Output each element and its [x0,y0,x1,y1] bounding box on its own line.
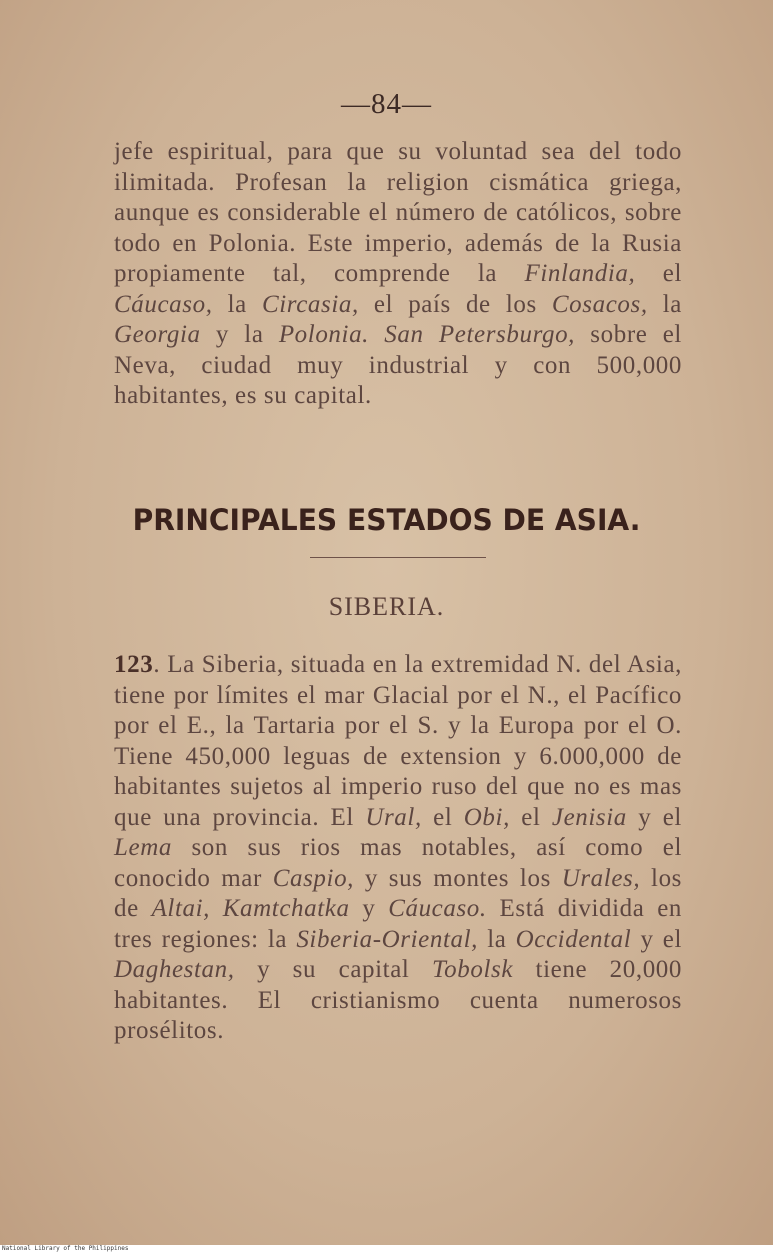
italic-text: Daghestan, [114,956,235,983]
italic-text: Cáucaso. [388,895,487,922]
text-run: son sus rios mas notables, así como el conocido mar [114,834,682,892]
italic-text: Tobolsk [431,956,514,983]
italic-text: Cáucaso, [114,290,213,318]
paragraph-siberia [114,650,682,1047]
text-run: el [509,803,552,831]
text-run: jefe espiritual, para que su voluntad sea del todo ilimitada. Profesan la religion cismática griega, aunque es considerable el número de católicos, sobre todo en Polonia. Este imperio, además de la Rusia propiamente tal, comprende la [114,138,682,287]
italic-text: Ural, [365,803,422,831]
section-heading: PRINCIPALES ESTADOS DE ASIA. [132,503,641,537]
text-run: el [635,260,683,287]
text-run: los de [114,864,682,922]
italic-text: Siberia-Oriental, [296,925,479,953]
paragraph-russia [114,137,682,412]
italic-text: Lema [114,834,172,861]
text-run: y sus montes los [354,864,562,892]
text-run: Está dividida en tres regiones: la [114,895,682,953]
italic-text: Jenisia [551,803,627,831]
text-run: y la [200,321,279,348]
text-run: y [349,895,389,922]
italic-text: Polonia. San Petersburgo, [278,321,576,348]
subsection-heading: SIBERIA. [328,592,445,621]
text-run: la [212,290,262,318]
italic-text: Circasia, [261,290,359,318]
library-credit: National Library of the Philippines [2,1245,129,1252]
text-run: y el [631,925,683,953]
italic-text: Caspio, [272,864,355,892]
text-run: y su capital [234,956,432,983]
italic-text: Altai, Kamtchatka [151,895,350,922]
italic-text: Georgia [114,321,201,348]
italic-text: Obi, [463,803,510,831]
text-run: y el [626,803,682,831]
text-run: tiene 20,000 habitantes. El cristianismo cuenta numerosos prosélitos. [114,956,682,1044]
italic-text: Finlandia, [524,260,636,287]
italic-text: Urales, [561,864,641,892]
page-number: —84— [341,88,432,120]
heading-rule [310,557,486,558]
italic-text: Occidental [515,925,632,953]
text-run: sobre el Neva, ciudad muy industrial y con 500,000 habitantes, es su capital. [114,321,682,409]
text-run: la [478,925,516,953]
text-run: el [421,803,464,831]
paragraph-siberia-body [114,651,682,1044]
italic-text: Cosacos, [551,290,648,318]
text-run: la [647,290,682,318]
paragraph-number: 123 [114,651,154,678]
text-run: el país de los [358,290,552,318]
text-run: . La Siberia, situada en la extremidad N. del Asia, tiene por límites el mar Glacial por el N., el Pacífico por el E., la Tartaria por el S. y la Europa por el O. Tiene 450,000 leguas de extension y 6.000,000 de habitantes sujetos al imperio ruso del que no es mas que una provincia. El [114,651,682,831]
